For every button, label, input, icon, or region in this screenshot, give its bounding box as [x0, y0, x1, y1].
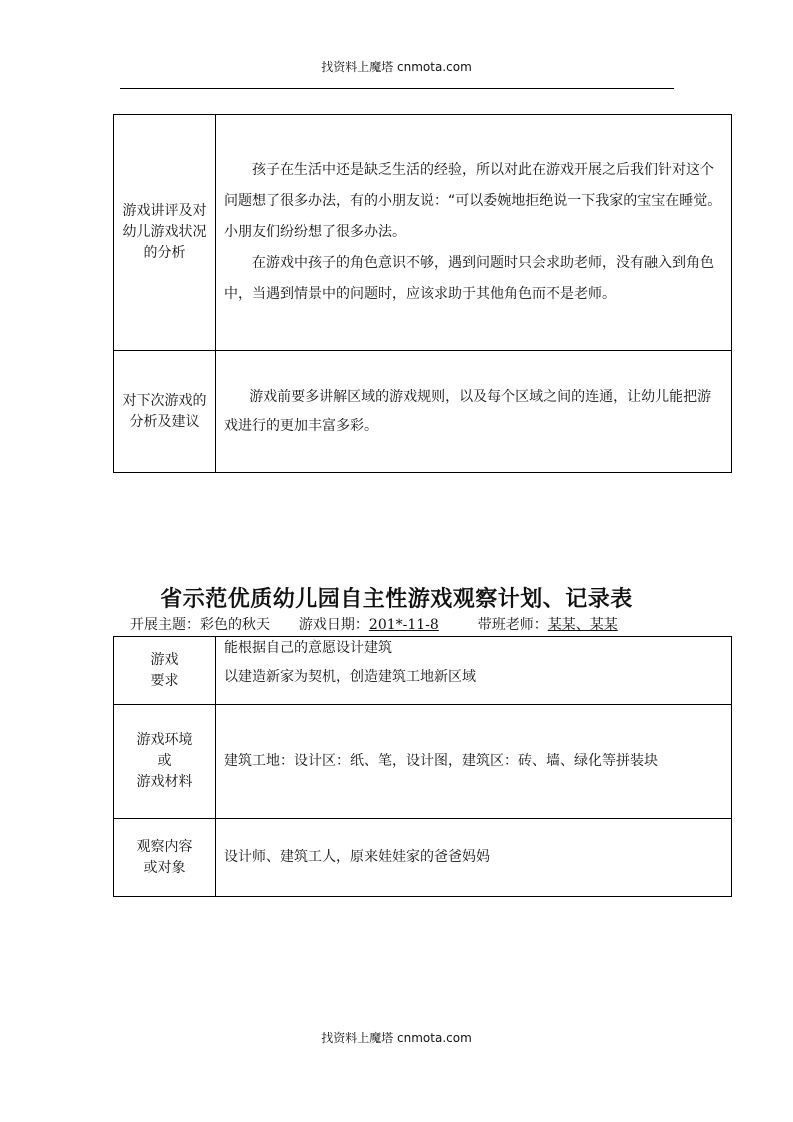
table-row	[114, 351, 732, 473]
label-line: 游戏	[150, 651, 179, 668]
row-label-environment	[114, 705, 216, 819]
requirement-line-1: 能根据自己的意愿设计建筑	[224, 640, 392, 656]
observation-line: 设计师、建筑工人，原来娃娃家的爸爸妈妈	[224, 849, 490, 865]
teacher-value: 某某、某某	[547, 617, 618, 633]
teacher-label: 带班老师：	[477, 617, 548, 633]
row-label-requirements	[114, 637, 216, 705]
suggestion-content	[216, 351, 732, 473]
form-meta-line	[130, 614, 618, 634]
label-line: 游戏环境	[136, 732, 193, 748]
label-line: 或	[157, 753, 172, 769]
environment-line: 建筑工地：设计区：纸、笔，设计图，建筑区：砖、墙、绿化等拼装块	[224, 753, 658, 769]
label-line: 或对象	[143, 859, 186, 876]
review-paragraph-2: 在游戏中孩子的角色意识不够，遇到问题时只会求助老师，没有融入到角色中，当遇到情景中的问题时，应该求助于其他角色而不是老师。	[224, 255, 714, 302]
requirement-line-2: 以建造新家为契机，创造建筑工地新区域	[224, 669, 476, 685]
review-paragraph-1: 孩子在生活中还是缺乏生活的经验，所以对此在游戏开展之后我们针对这个问题想了很多办法，有的小朋友说：“可以委婉地拒绝说一下我家的宝宝在睡觉。小朋友们纷纷想了很多办法。	[224, 162, 722, 240]
environment-content	[216, 705, 732, 819]
page-footer: 找资料上魔塔 cnmota.com	[321, 1031, 472, 1045]
observation-plan-table	[113, 636, 732, 897]
date-label: 游戏日期：	[298, 617, 369, 633]
table-row	[114, 637, 732, 705]
form-title: 省示范优质幼儿园自主性游戏观察计划、记录表	[160, 586, 633, 612]
table-row	[114, 705, 732, 819]
row-label-observation	[114, 819, 216, 897]
observation-content	[216, 819, 732, 897]
game-review-table	[113, 114, 732, 473]
table-row	[114, 819, 732, 897]
page-header: 找资料上魔塔 cnmota.com	[321, 60, 472, 74]
date-value: 201*-11-8	[368, 617, 439, 633]
theme-label: 开展主题：	[130, 617, 200, 633]
label-line: 游戏材料	[136, 774, 193, 790]
row-label-suggestion: 对下次游戏的分析及建议	[114, 351, 216, 473]
header-divider	[120, 88, 674, 89]
label-line: 观察内容	[136, 838, 193, 855]
review-content	[216, 115, 732, 351]
theme-value: 彩色的秋天	[200, 617, 270, 633]
suggestion-paragraph: 游戏前要多讲解区域的游戏规则，以及每个区域之间的连通，让幼儿能把游戏进行的更加丰富多彩。	[224, 388, 712, 434]
table-row	[114, 115, 732, 351]
requirements-content	[216, 637, 732, 705]
row-label-review: 游戏讲评及对幼儿游戏状况的分析	[114, 115, 216, 351]
label-line: 要求	[150, 672, 179, 689]
